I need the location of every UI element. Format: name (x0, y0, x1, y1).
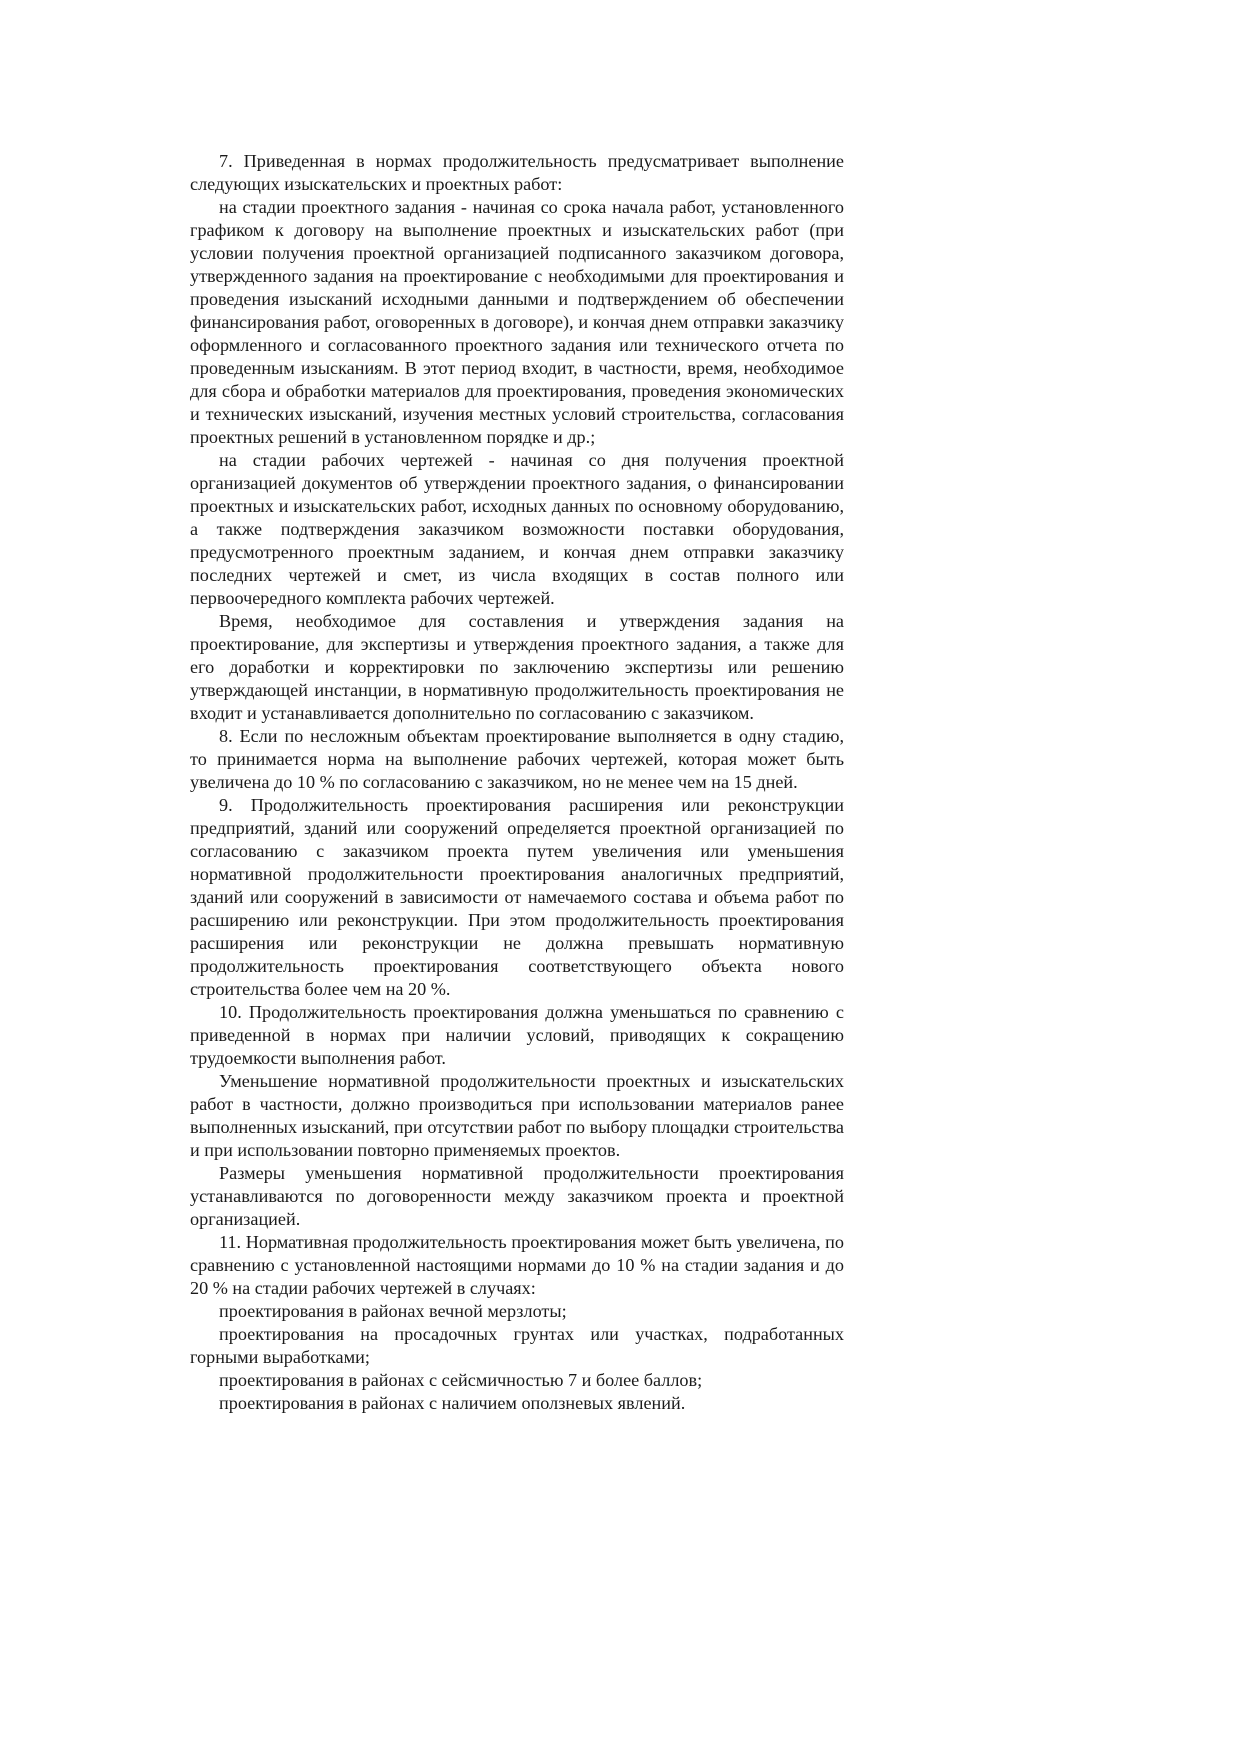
paragraph-8-single-stage: 8. Если по несложным объектам проектирование выполняется в одну стадию, то принимается норма на выполнение рабочих чертежей, которая может быть увеличена до 10 % по согласованию с заказчиком, но не менее чем на 15 дней. (190, 726, 844, 792)
paragraph-excluded-time: Время, необходимое для составления и утверждения задания на проектирование, для экспертизы и утверждения проектного задания, а также для его доработки и корректировки по заключению экспертизы или решению утверждающей инстанции, в нормативную продолжительность проектирования не входит и устанавливается дополнительно по согласованию с заказчиком. (190, 611, 844, 723)
list-item-landslides: проектирования в районах с наличием оползневых явлений. (219, 1393, 686, 1413)
list-item-seismic: проектирования в районах с сейсмичностью 7 и более баллов; (219, 1370, 703, 1390)
list-item-permafrost: проектирования в районах вечной мерзлоты; (219, 1301, 567, 1321)
paragraph-9-reconstruction: 9. Продолжительность проектирования расширения или реконструкции предприятий, зданий или сооружений определяется проектной организацией по согласованию с заказчиком проекта путем увеличения или уменьшения нормативной продолжительности проектирования аналогичных предприятий, зданий или сооружений в зависимости от намечаемого состава и объема работ по расширению или реконструкции. При этом продолжительность проектирования расширения или реконструкции не должна превышать нормативную продолжительность проектирования соответствующего объекта нового строительства более чем на 20 %. (190, 795, 844, 999)
list-item-subsiding-soils: проектирования на просадочных грунтах или участках, подработанных горными выработками; (190, 1324, 844, 1367)
paragraph-working-drawings-stage: на стадии рабочих чертежей - начиная со дня получения проектной организацией документов об утверждении проектного задания, о финансировании проектных и изыскательских работ, исходных данных по основному оборудованию, а также подтверждения заказчиком возможности поставки оборудования, предусмотренного проектным заданием, и кончая днем отправки заказчику последних чертежей и смет, из числа входящих в состав полного или первоочередного комплекта рабочих чертежей. (190, 450, 844, 608)
paragraph-reduction-amounts: Размеры уменьшения нормативной продолжительности проектирования устанавливаются по договоренности между заказчиком проекта и проектной организацией. (190, 1163, 844, 1229)
paragraph-design-assignment-stage: на стадии проектного задания - начиная со срока начала работ, установленного графиком к договору на выполнение проектных и изыскательских работ (при условии получения проектной организацией подписанного заказчиком договора, утвержденного задания на проектирование с необходимыми для проектирования и проведения изысканий исходными данными и подтверждением об обеспечении финансирования работ, оговоренных в договоре), и кончая днем отправки заказчику оформленного и согласованного проектного задания или технического отчета по проведенным изысканиям. В этот период входит, в частности, время, необходимое для сбора и обработки материалов для проектирования, проведения экономических и технических изысканий, изучения местных условий строительства, согласования проектных решений в установленном порядке и др.; (190, 197, 844, 447)
paragraph-11-increase: 11. Нормативная продолжительность проектирования может быть увеличена, по сравнению с установленной настоящими нормами до 10 % на стадии задания и до 20 % на стадии рабочих чертежей в случаях: (190, 1232, 844, 1298)
document-page (190, 150, 844, 1415)
paragraph-10-reduction: 10. Продолжительность проектирования должна уменьшаться по сравнению с приведенной в нормах при наличии условий, приводящих к сокращению трудоемкости выполнения работ. (190, 1002, 844, 1068)
paragraph-7-intro: 7. Приведенная в нормах продолжительность предусматривает выполнение следующих изыскательских и проектных работ: (190, 151, 844, 194)
paragraph-reduction-conditions: Уменьшение нормативной продолжительности проектных и изыскательских работ в частности, должно производиться при использовании материалов ранее выполненных изысканий, при отсутствии работ по выбору площадки строительства и при использовании повторно применяемых проектов. (190, 1071, 844, 1160)
